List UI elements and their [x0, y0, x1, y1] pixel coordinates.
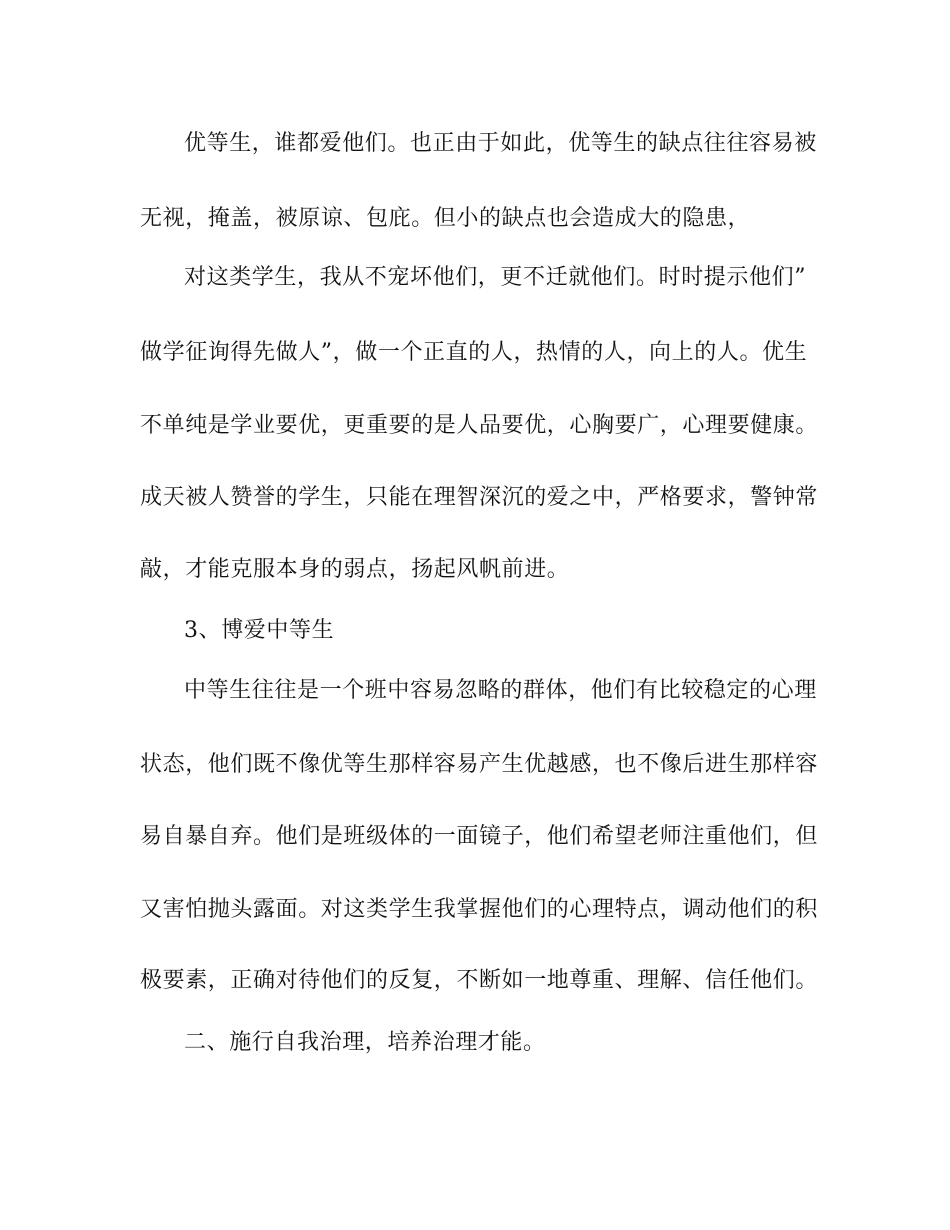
paragraph-line: 又害怕抛头露面。对这类学生我掌握他们的心理特点，调动他们的积	[140, 897, 819, 922]
paragraph-line: 不单纯是学业要优，更重要的是人品要优，心胸要广，心理要健康。	[140, 413, 819, 438]
section-heading: 二、施行自我治理，培养治理才能。	[184, 1030, 546, 1055]
paragraph-line: 敲，才能克服本身的弱点，扬起风帆前进。	[140, 557, 570, 582]
paragraph-line: 无视，掩盖，被原谅、包庇。但小的缺点也会造成大的隐患，	[140, 206, 751, 231]
paragraph-line: 极要素，正确对待他们的反复，不断如一地尊重、理解、信任他们。	[140, 968, 819, 993]
paragraph-line: 成天被人赞誉的学生，只能在理智深沉的爱之中，严格要求，警钟常	[140, 485, 819, 510]
paragraph-line: 做学征询得先做人”，做一个正直的人，热情的人，向上的人。优生	[140, 340, 808, 365]
paragraph-line: 状态，他们既不像优等生那样容易产生优越感，也不像后进生那样容	[140, 752, 819, 777]
paragraph-line: 中等生往往是一个班中容易忽略的群体，他们有比较稳定的心理	[184, 678, 817, 703]
paragraph-line: 优等生，谁都爱他们。也正由于如此，优等生的缺点往往容易被	[184, 131, 817, 156]
paragraph-line: 对这类学生，我从不宠坏他们，更不迁就他们。时时提示他们”	[184, 265, 807, 290]
paragraph-line: 易自暴自弃。他们是班级体的一面镜子，他们希望老师注重他们，但	[140, 824, 819, 849]
section-heading: 3、博爱中等生	[184, 618, 335, 643]
